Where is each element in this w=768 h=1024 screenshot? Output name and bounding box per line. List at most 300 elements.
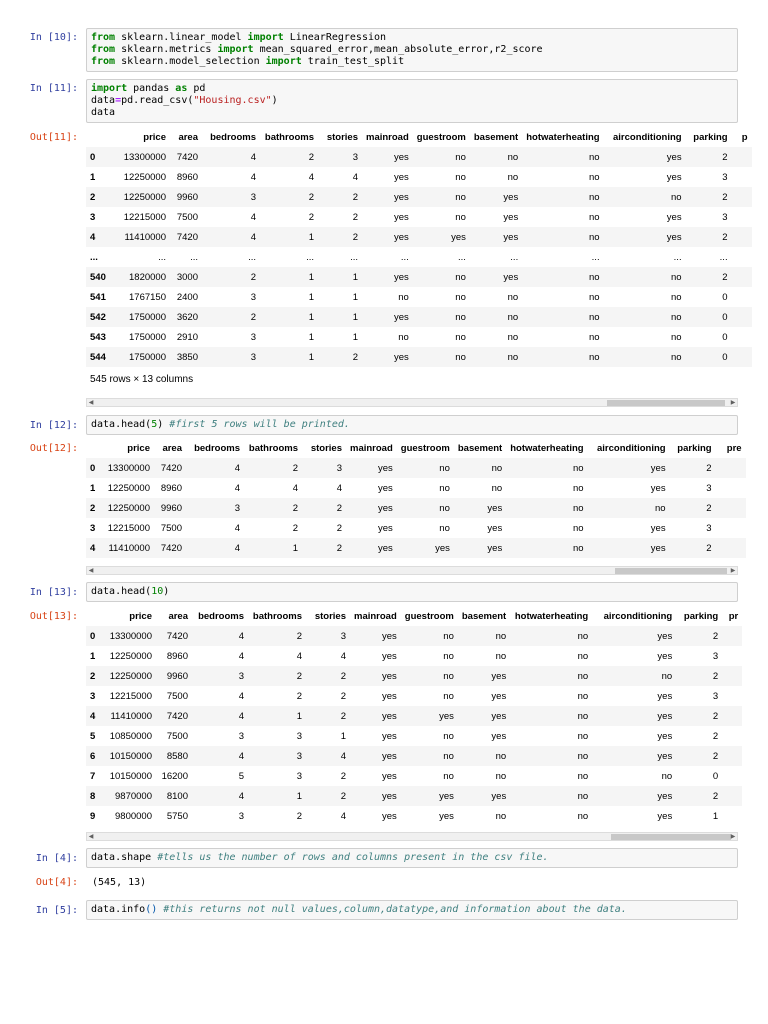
table-cell: 4 [238,690,244,702]
table-cell: 4 [234,522,240,534]
table-cell: yes [650,462,666,474]
table-cell: yes [491,690,507,702]
table-cell: 2910 [176,331,198,343]
table-cell: no [495,650,507,662]
table-cell: 4 [308,171,314,183]
table-cell: 8580 [166,750,188,762]
row-index: 540 [90,271,106,283]
column-header: basement [457,442,503,454]
table-cell: 2400 [176,291,198,303]
code-input[interactable] [86,582,738,602]
table-header-row [86,438,746,458]
table-cell: 3620 [176,311,198,323]
column-header: guestroom [400,442,450,454]
table-cell: no [671,351,682,363]
table-cell: no [491,462,503,474]
table-cell: yes [666,171,682,183]
table-cell: 2 [292,522,298,534]
code-input[interactable] [86,848,738,868]
table-cell: yes [657,730,673,742]
table-cell: 3 [722,171,728,183]
table-cell: yes [377,462,393,474]
table-cell: yes [503,191,519,203]
table-cell: 2 [340,670,346,682]
table-cell: 4 [238,750,244,762]
table-cell: yes [393,231,409,243]
column-header: price [129,610,152,622]
table-cell: 0 [712,770,719,782]
table-cell: 12215000 [123,211,166,223]
table-row [86,706,742,726]
table-cell: no [671,191,682,203]
table-row [86,766,742,786]
table-cell: 2 [340,690,346,702]
table-cell [722,786,742,806]
dataframe-table [86,606,742,826]
row-index: 3 [90,211,96,223]
code-input[interactable] [86,900,738,920]
table-cell: 4 [250,211,256,223]
table-cell: no [589,191,600,203]
table-cell: 2 [712,670,719,682]
table-cell: yes [650,542,666,554]
table-cell [732,187,752,207]
table-cell [722,626,742,646]
table-cell: no [589,231,600,243]
table-cell: 2 [722,191,728,203]
table-cell: 4 [296,650,302,662]
table-cell: no [495,770,507,782]
table-cell: yes [393,311,409,323]
table-cell: yes [439,810,454,822]
table-cell: 2 [352,231,358,243]
input-prompt: In [12]: [29,420,78,431]
horizontal-scrollbar[interactable] [86,398,738,407]
table-cell: yes [650,522,666,534]
table-cell: ... [457,251,466,263]
table-cell: 7420 [160,462,182,474]
row-index: 4 [90,542,96,554]
table-cell: 3 [712,650,719,662]
table-cell: no [577,810,589,822]
table-cell: no [589,151,600,163]
row-index: 6 [90,750,96,762]
table-cell: 3850 [176,351,198,363]
table-cell: no [455,191,466,203]
table-cell: 4 [234,482,240,494]
code-token: pd [187,83,206,94]
table-cell: 11410000 [108,542,150,554]
table-row [86,686,742,706]
table-cell: no [439,502,450,514]
code-string: "Housing.csv" [193,95,272,106]
table-cell [722,746,742,766]
table-cell: 2 [296,690,302,702]
code-input[interactable] [86,79,738,123]
table-cell: no [507,151,519,163]
table-row [86,626,742,646]
table-cell: 4 [250,171,256,183]
code-input[interactable] [86,28,738,72]
code-keyword: from [91,56,116,67]
column-header: bedrooms [198,610,244,622]
table-cell: 3000 [176,271,198,283]
column-header: area [162,442,182,454]
dataframe-table [86,127,752,367]
table-row [86,478,746,498]
code-token: data.head( [91,419,152,430]
table-cell: 1 [352,311,358,323]
table-cell: 2 [250,271,256,283]
column-header: guestroom [404,610,454,622]
table-cell: no [589,211,600,223]
table-cell: yes [491,790,507,802]
table-header-row [86,127,752,147]
table-cell [722,686,742,706]
table-cell: yes [377,522,393,534]
table-cell: yes [657,790,673,802]
scrollbar-thumb[interactable] [611,834,731,840]
table-cell: 1750000 [129,311,166,323]
input-prompt: In [11]: [29,83,78,94]
table-cell: 8960 [176,171,198,183]
column-header: pre [726,442,742,454]
table-cell: no [577,670,589,682]
table-cell: no [443,670,454,682]
table-cell: yes [393,211,409,223]
table-cell: ... [158,251,166,263]
table-cell: no [573,542,584,554]
table-cell: yes [381,650,397,662]
table-cell: yes [435,542,450,554]
code-token: data.head( [91,586,152,597]
table-cell: 13300000 [123,151,166,163]
table-cell: 1 [340,730,346,742]
table-cell: no [589,271,600,283]
table-cell [732,327,752,347]
table-cell: 1767150 [129,291,166,303]
table-cell: 2 [340,710,346,722]
table-cell: yes [657,690,673,702]
table-cell: 1750000 [129,351,166,363]
output-prompt: Out[11]: [29,132,78,143]
table-cell: 0 [722,291,728,303]
row-index: 544 [90,351,106,363]
table-cell: 4 [238,630,244,642]
table-cell: 3 [238,810,244,822]
code-token: train_test_split [301,56,405,67]
table-cell: ... [673,251,682,263]
table-cell: 4 [340,750,346,762]
column-header: bathrooms [264,131,314,143]
code-token: data.info [91,904,146,915]
table-cell: 2 [292,462,298,474]
table-cell: 9800000 [115,810,152,822]
table-cell: 7420 [160,542,182,554]
table-cell: yes [650,482,666,494]
table-cell: 16200 [161,770,188,782]
table-cell: 8960 [166,650,188,662]
table-cell: no [671,271,682,283]
table-row [86,187,752,207]
table-cell: yes [377,502,393,514]
table-cell: no [661,770,673,782]
table-cell: no [661,670,673,682]
table-cell: yes [657,710,673,722]
column-header: basement [461,610,507,622]
table-cell: 4 [352,171,358,183]
code-line [91,852,733,864]
column-header: stories [310,442,342,454]
table-cell: 2 [296,670,302,682]
table-cell: 2 [722,271,728,283]
table-cell: 1 [352,291,358,303]
table-cell: ... [510,251,519,263]
table-cell: 7500 [176,211,198,223]
row-index: 1 [90,482,96,494]
table-cell: no [507,331,519,343]
row-index: 0 [90,151,96,163]
column-header: p [741,131,748,143]
table-cell: 4 [250,231,256,243]
column-header: mainroad [366,131,409,143]
code-token: ) [157,419,170,430]
table-cell [716,538,746,558]
table-cell: 2 [292,502,298,514]
table-cell [716,518,746,538]
table-cell: 3 [250,191,256,203]
table-cell: no [507,311,519,323]
table-row [86,806,742,826]
table-row [86,646,742,666]
table-cell: 3 [250,351,256,363]
table-cell: 9960 [176,191,198,203]
table-cell: yes [487,522,503,534]
table-cell: no [455,211,466,223]
table-cell: 2 [308,211,314,223]
input-prompt: In [10]: [29,32,78,43]
dataframe-shape-caption: 545 rows × 13 columns [90,374,194,385]
dataframe-output [86,606,738,824]
table-cell [722,726,742,746]
scroll-right-icon[interactable]: ▶ [730,834,736,840]
table-cell: no [589,171,600,183]
row-index: 0 [90,462,96,474]
horizontal-scrollbar[interactable] [86,832,738,841]
column-header [86,127,110,147]
table-row [86,207,752,227]
table-cell: 10150000 [109,750,152,762]
table-row [86,518,746,538]
table-cell: 7500 [166,730,188,742]
code-comment: #this returns not null values,column,datatype,and information about the data. [163,904,627,915]
code-token: mean_squared_error,mean_absolute_error,r2_score [253,44,543,55]
table-row [86,498,746,518]
code-keyword: import [91,83,128,94]
table-row [86,167,752,187]
row-index: 2 [90,191,96,203]
table-row [86,247,752,267]
table-cell: 3 [706,522,712,534]
table-cell: 7420 [166,630,188,642]
code-line [91,56,733,68]
table-cell: no [655,502,666,514]
table-cell: 2 [308,191,314,203]
scroll-left-icon[interactable]: ◀ [88,568,94,574]
table-cell: 4 [238,790,244,802]
table-cell: no [589,331,600,343]
table-cell: 2 [340,790,346,802]
table-cell: 1 [308,291,314,303]
table-cell: 2 [308,151,314,163]
table-cell: no [573,462,584,474]
code-keyword: import [217,44,254,55]
code-token: pandas [127,83,176,94]
column-header: basement [473,131,519,143]
table-cell: no [455,351,466,363]
code-token: = [115,95,122,106]
table-cell: 10150000 [109,770,152,782]
table-cell: 10850000 [109,730,152,742]
table-cell: 11410000 [110,710,152,722]
table-cell: 2 [712,750,719,762]
table-cell: no [671,331,682,343]
table-cell: no [455,171,466,183]
row-index: 542 [90,311,106,323]
input-prompt: In [13]: [29,587,78,598]
table-cell: no [398,331,409,343]
row-index: ... [90,251,98,263]
column-header: mainroad [350,442,393,454]
scrollbar-thumb[interactable] [615,568,727,574]
column-header: guestroom [416,131,466,143]
table-cell: no [439,522,450,534]
column-header: stories [314,610,346,622]
table-cell [732,267,752,287]
table-cell: 9960 [166,670,188,682]
scrollbar-thumb[interactable] [607,400,725,406]
table-cell: 4 [238,710,244,722]
table-row [86,347,752,367]
table-cell: 2 [712,710,719,722]
table-cell: 0 [722,311,728,323]
column-header: price [127,442,150,454]
table-cell: 7500 [160,522,182,534]
table-cell: 4 [234,542,240,554]
table-cell: no [577,750,589,762]
table-cell: 2 [296,810,302,822]
table-cell: 1 [308,331,314,343]
table-cell: ... [591,251,600,263]
table-cell: 2 [352,351,358,363]
scroll-right-icon[interactable]: ▶ [730,400,736,406]
table-cell: no [507,351,519,363]
code-input[interactable] [86,415,738,435]
horizontal-scrollbar[interactable] [86,566,738,575]
table-cell: yes [381,630,397,642]
output-prompt: Out[13]: [29,611,78,622]
table-cell: no [671,291,682,303]
code-keyword: import [247,32,284,43]
table-cell [716,498,746,518]
code-token: sklearn.model_selection [115,56,266,67]
table-cell: 2 [712,730,719,742]
table-cell: 2 [336,522,342,534]
table-cell: no [573,502,584,514]
table-cell: 2 [706,462,712,474]
table-cell: 9960 [160,502,182,514]
table-cell: ... [248,251,256,263]
table-cell: no [443,650,454,662]
table-cell: yes [487,542,503,554]
table-cell: 1 [308,351,314,363]
code-token: 10 [151,586,164,597]
table-cell: yes [381,810,397,822]
table-cell: no [398,291,409,303]
table-cell [732,147,752,167]
table-cell: 3 [238,670,244,682]
table-cell: 1 [296,790,302,802]
table-cell: 12250000 [123,191,166,203]
scroll-left-icon[interactable]: ◀ [88,400,94,406]
table-cell: 3 [296,750,302,762]
table-cell: 3 [336,462,342,474]
table-cell [716,478,746,498]
table-cell: yes [657,810,673,822]
table-cell: yes [666,211,682,223]
table-cell: no [455,311,466,323]
column-header: parking [693,131,728,143]
scroll-left-icon[interactable]: ◀ [88,834,94,840]
table-cell: 3 [340,630,346,642]
row-index: 0 [90,630,96,642]
table-cell: 1 [308,311,314,323]
table-cell: yes [503,211,519,223]
code-line [91,44,733,56]
table-row [86,786,742,806]
table-cell: 12215000 [107,522,150,534]
code-line [91,419,733,431]
row-index: 2 [90,670,96,682]
table-cell: 9870000 [115,790,152,802]
table-cell: 3 [250,291,256,303]
table-cell: 1 [352,331,358,343]
table-cell: yes [503,271,519,283]
table-cell: yes [381,690,397,702]
table-cell: no [577,650,589,662]
column-header [86,438,100,458]
table-cell: 2 [722,231,728,243]
column-header: hotwaterheating [514,610,589,622]
table-cell: 4 [292,482,298,494]
scroll-right-icon[interactable]: ▶ [730,568,736,574]
row-index: 3 [90,522,96,534]
table-cell: yes [439,790,454,802]
code-line [91,107,733,119]
table-cell: 1 [308,271,314,283]
table-row [86,147,752,167]
column-header: area [178,131,198,143]
row-index: 7 [90,770,96,782]
table-cell: 4 [250,151,256,163]
table-header-row [86,606,742,626]
table-cell: 4 [340,650,346,662]
code-token: sklearn.metrics [115,44,218,55]
row-index: 541 [90,291,106,303]
table-row [86,327,752,347]
table-cell [732,347,752,367]
table-cell: yes [657,630,673,642]
